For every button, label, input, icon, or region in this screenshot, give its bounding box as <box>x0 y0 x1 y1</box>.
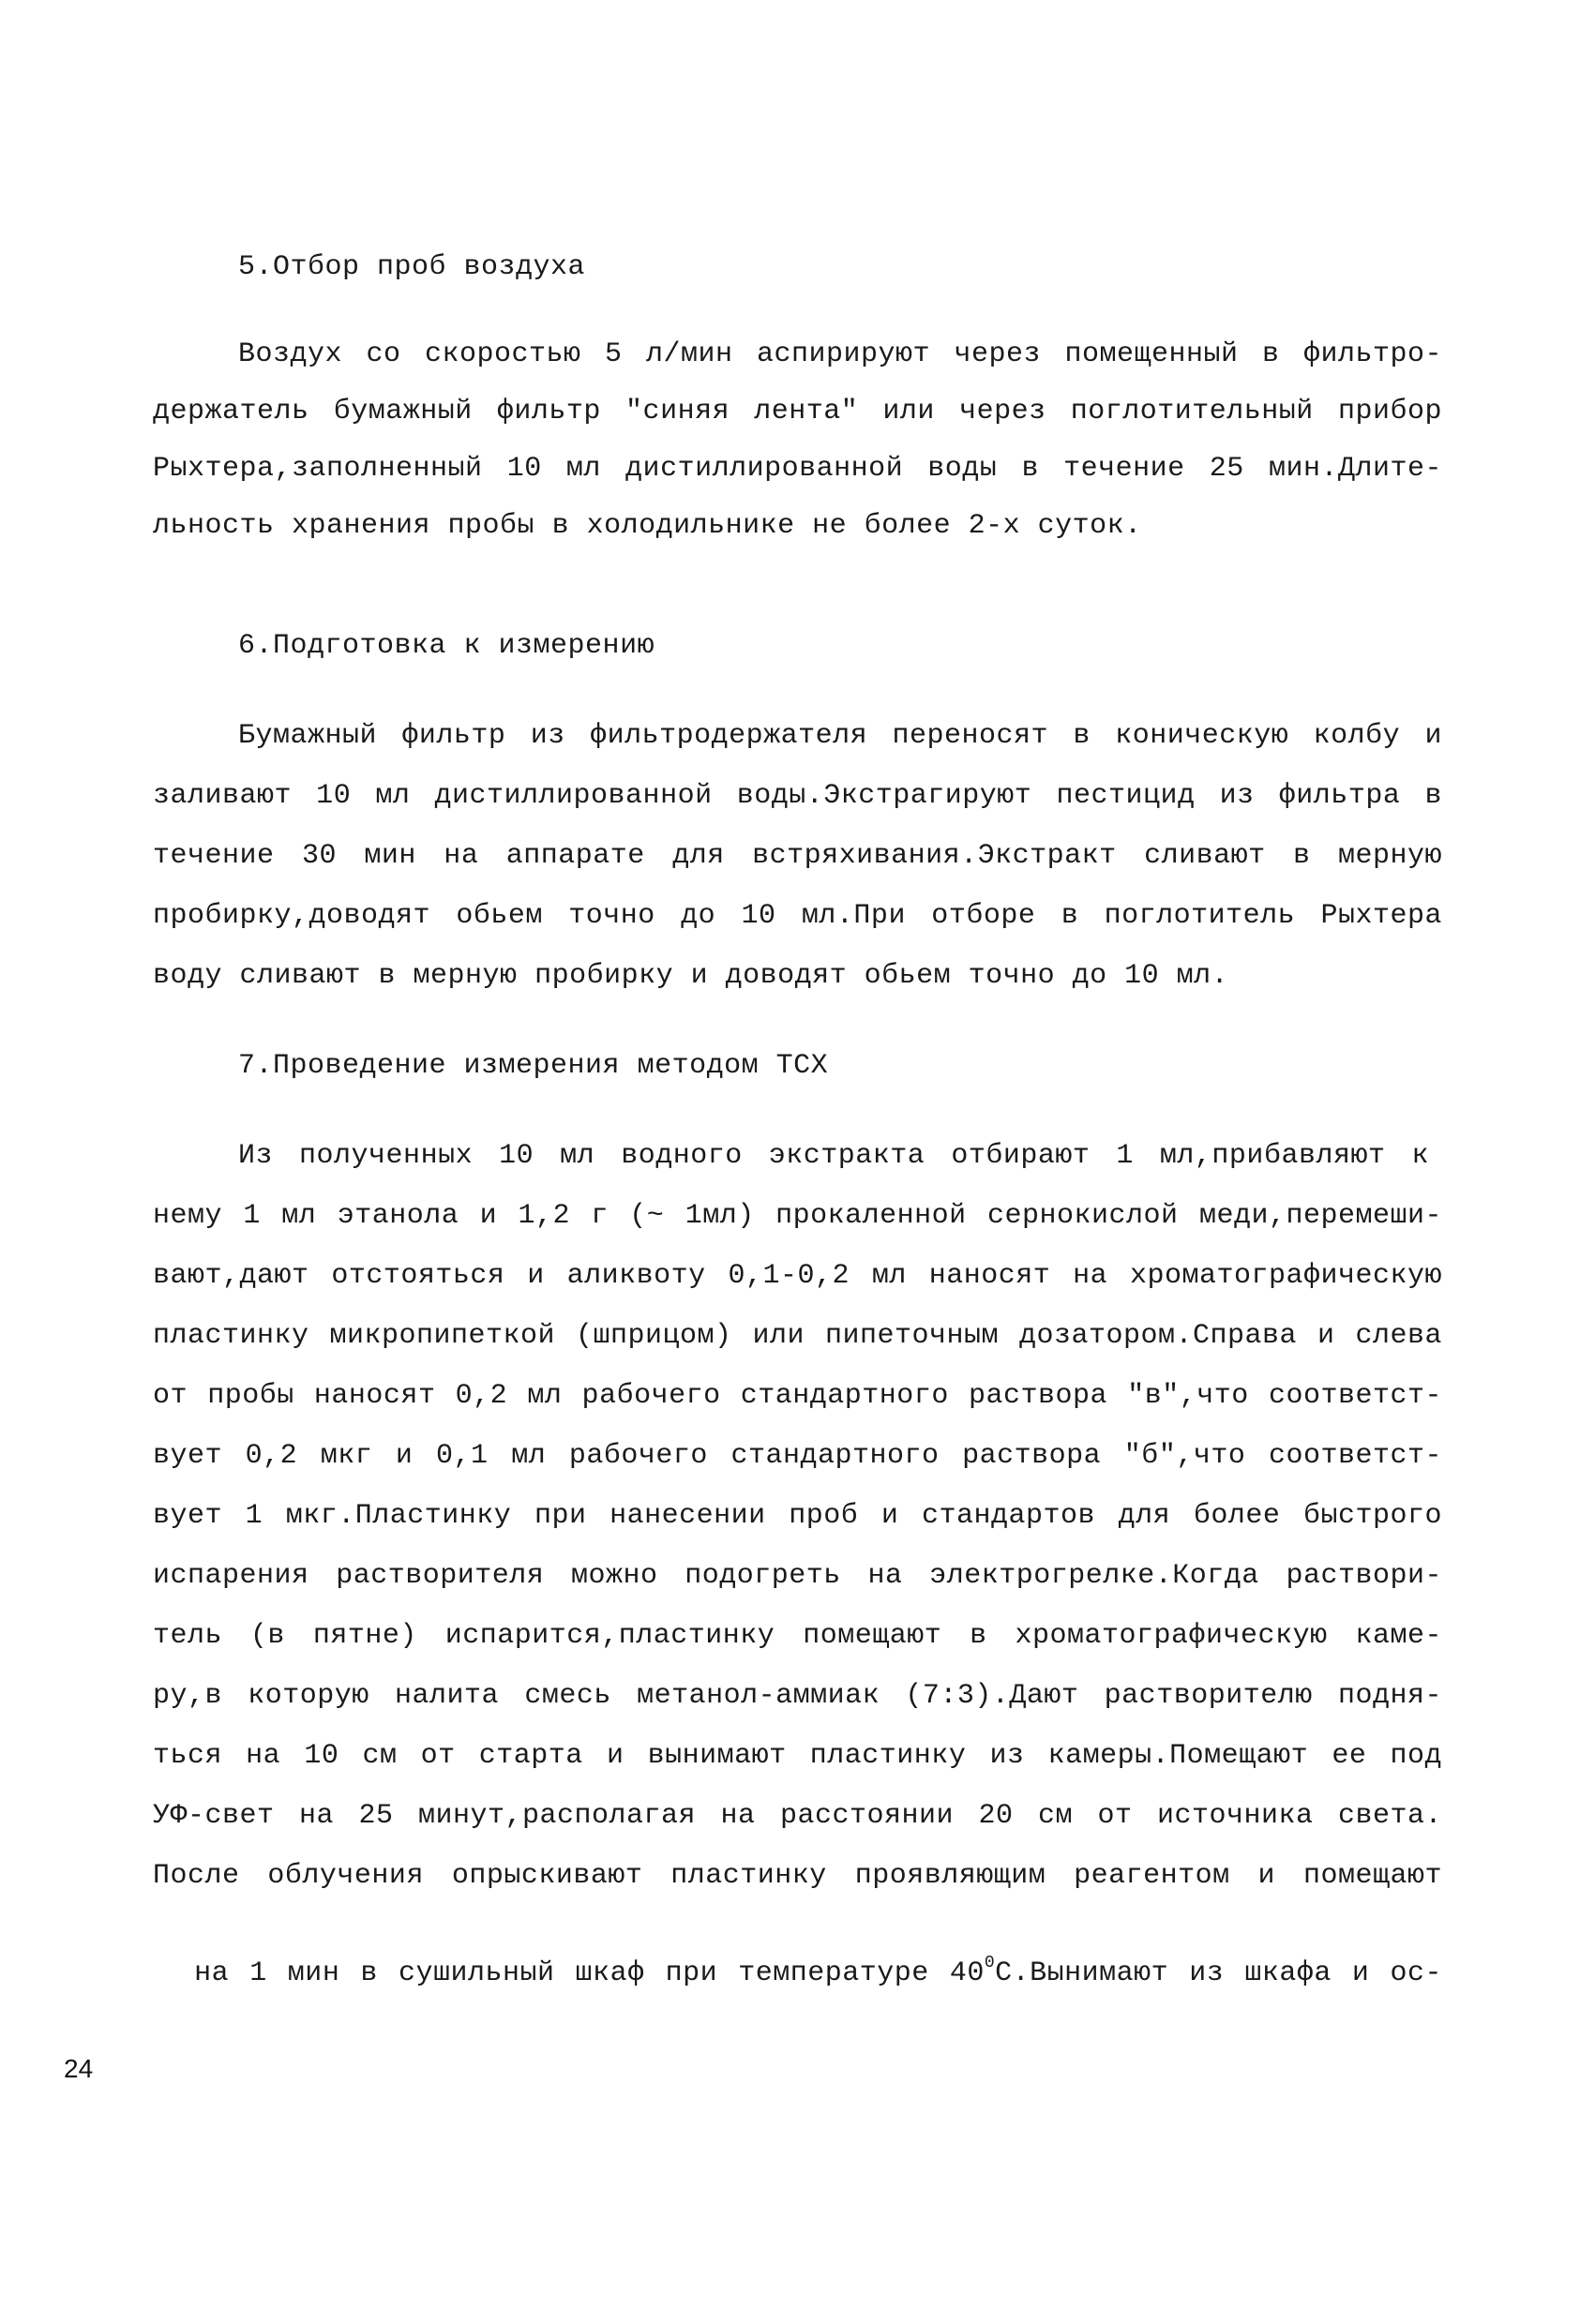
paragraph-line: воду сливают в мерную пробирку и доводят обьем точно до 10 мл. <box>153 960 1229 992</box>
paragraph-line: После облучения опрыскивают пластинку проявляющим реагентом и помещают <box>153 1860 1442 1892</box>
page-number: 24 <box>64 2054 94 2083</box>
section-6-heading: 6.Подготовка к измерению <box>238 630 655 662</box>
section-5-heading: 5.Отбор проб воздуха <box>238 251 586 283</box>
paragraph-line <box>153 1917 1442 1992</box>
paragraph-line: Из полученных 10 мл водного экстракта отбирают 1 мл,прибавляют к <box>238 1140 1429 1172</box>
paragraph-line: Бумажный фильтр из фильтродержателя переносят в коническую колбу и <box>238 720 1442 752</box>
line-text-before: на 1 мин в сушильный шкаф при температуре 40 <box>194 1957 985 1989</box>
paragraph-line: течение 30 мин на аппарате для встряхивания.Экстракт сливают в мерную <box>153 840 1442 872</box>
paragraph-line: испарения растворителя можно подогреть на электрогрелке.Когда раствори- <box>153 1560 1442 1592</box>
paragraph-line: нему 1 мл этанола и 1,2 г (~ 1мл) прокаленной сернокислой меди,перемеши- <box>153 1200 1442 1232</box>
paragraph-line: льность хранения пробы в холодильнике не более 2-х суток. <box>153 510 1142 542</box>
paragraph-line: вует 0,2 мкг и 0,1 мл рабочего стандартного раствора "б",что соответст- <box>153 1440 1442 1472</box>
paragraph-line: Воздух со скоростью 5 л/мин аспирируют через помещенный в фильтро- <box>238 338 1442 370</box>
paragraph-line: ться на 10 см от старта и вынимают пластинку из камеры.Помещают ее под <box>153 1740 1442 1772</box>
paragraph-line: ру,в которую налита смесь метанол-аммиак (7:3).Дают растворителю подня- <box>153 1680 1442 1712</box>
section-7-heading: 7.Проведение измерения методом ТСХ <box>238 1050 829 1082</box>
paragraph-line: УФ-свет на 25 минут,располагая на расстоянии 20 см от источника света. <box>153 1800 1442 1832</box>
paragraph-line: вают,дают отстояться и аликвоту 0,1-0,2 мл наносят на хроматографическую <box>153 1260 1442 1292</box>
paragraph-line: держатель бумажный фильтр "синяя лента" или через поглотительный прибор <box>153 396 1442 427</box>
paragraph-line: Рыхтера,заполненный 10 мл дистиллированной воды в течение 25 мин.Длите- <box>153 453 1442 485</box>
paragraph-line: заливают 10 мл дистиллированной воды.Экстрагируют пестицид из фильтра в <box>153 780 1442 812</box>
paragraph-line: пробирку,доводят обьем точно до 10 мл.При отборе в поглотитель Рыхтера <box>153 900 1442 932</box>
paragraph-line: тель (в пятне) испарится,пластинку помещают в хроматографическую каме- <box>153 1620 1442 1652</box>
paragraph-line: пластинку микропипеткой (шприцом) или пипеточным дозатором.Справа и слева <box>153 1320 1442 1352</box>
line-text-after: С.Вынимают из шкафа и ос- <box>995 1957 1443 1989</box>
paragraph-line: вует 1 мкг.Пластинку при нанесении проб и стандартов для более быстрого <box>153 1500 1442 1532</box>
paragraph-line: от пробы наносят 0,2 мл рабочего стандартного раствора "в",что соответст- <box>153 1380 1442 1412</box>
degree-superscript: 0 <box>984 1954 996 1972</box>
